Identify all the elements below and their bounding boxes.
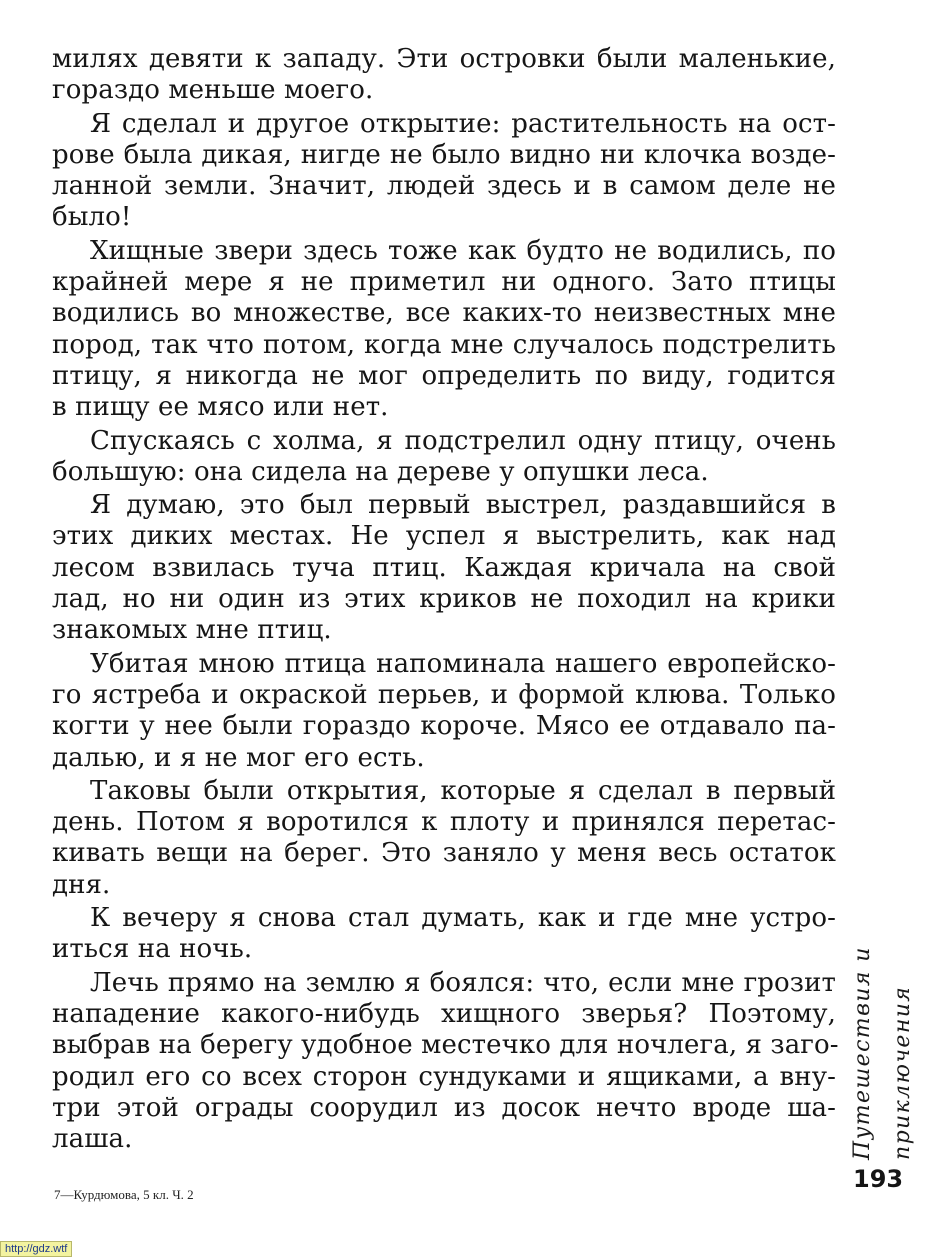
text-line: лесом взвилась туча птиц. Каждая кричала на свой [52, 552, 836, 583]
section-side-title: Путешествия и приключения [850, 946, 915, 1160]
printer-signature-mark: 7—Курдюмова, 5 кл. Ч. 2 [54, 1187, 194, 1202]
text-line: ланной земли. Значит, людей здесь и в самом деле не [52, 171, 836, 202]
text-line: этих диких местах. Не успел я выстрелить, как над [52, 521, 836, 552]
text-line: Лечь прямо на землю я боялся: что, если мне грозит [90, 967, 836, 998]
watermark-link[interactable]: http://gdz.wtf [0, 1241, 72, 1257]
text-line: знакомых мне птиц. [52, 615, 332, 646]
text-line: гораздо меньше моего. [52, 75, 374, 106]
text-line: лад, но ни один из этих криков не походил на крики [52, 584, 836, 615]
text-line: Убитая мною птица напоминала нашего европейско- [90, 648, 836, 679]
text-line: крайней мере я не приметил ни одного. Зато птицы [52, 267, 836, 298]
text-line: когти у нее были гораздо короче. Мясо ее отдавало па- [52, 711, 836, 742]
text-line: родил его со всех сторон сундуками и ящиками, а вну- [52, 1061, 836, 1092]
text-line: нападение какого-нибудь хищного зверья? Поэтому, [52, 998, 836, 1029]
text-line: дня. [52, 869, 111, 900]
text-line: было! [52, 202, 132, 233]
text-line: Я думаю, это был первый выстрел, раздавшийся в [90, 490, 836, 521]
text-line: лаша. [52, 1124, 133, 1155]
text-line: Я сделал и другое открытие: растительность на ост- [90, 108, 836, 139]
text-line: далью, и я не мог его есть. [52, 742, 425, 773]
text-line: кивать вещи на берег. Это заняло у меня весь остаток [52, 838, 836, 869]
text-line: большую: она сидела на дереве у опушки леса. [52, 456, 709, 487]
text-line: в пищу ее мясо или нет. [52, 392, 389, 423]
page-body-text [52, 44, 839, 1155]
text-line: рове была дикая, нигде не было видно ни клочка возде- [52, 139, 836, 170]
text-line: Спускаясь с холма, я подстрелил одну птицу, очень [90, 425, 836, 456]
text-line: иться на ночь. [52, 934, 253, 965]
text-line: водились во множестве, все каких-то неизвестных мне [52, 298, 836, 329]
text-line: го ястреба и окраской перьев, и формой клюва. Только [52, 679, 836, 710]
page-number: 193 [853, 1165, 904, 1193]
text-line: птицу, я никогда не мог определить по виду, годится [52, 360, 836, 391]
text-line: день. Потом я воротился к плоту и принялся перетас- [52, 807, 836, 838]
text-line: выбрав на берегу удобное местечко для ночлега, я заго- [52, 1030, 839, 1061]
text-line: пород, так что потом, когда мне случалось подстрелить [52, 329, 836, 360]
text-line: К вечеру я снова стал думать, как и где мне устро- [90, 903, 836, 934]
text-line: милях девяти к западу. Эти островки были маленькие, [52, 44, 836, 74]
text-line: Таковы были открытия, которые я сделал в первый [90, 775, 836, 806]
text-line: Хищные звери здесь тоже как будто не водились, по [90, 235, 836, 266]
text-line: три этой ограды соорудил из досок нечто вроде ша- [52, 1092, 836, 1123]
